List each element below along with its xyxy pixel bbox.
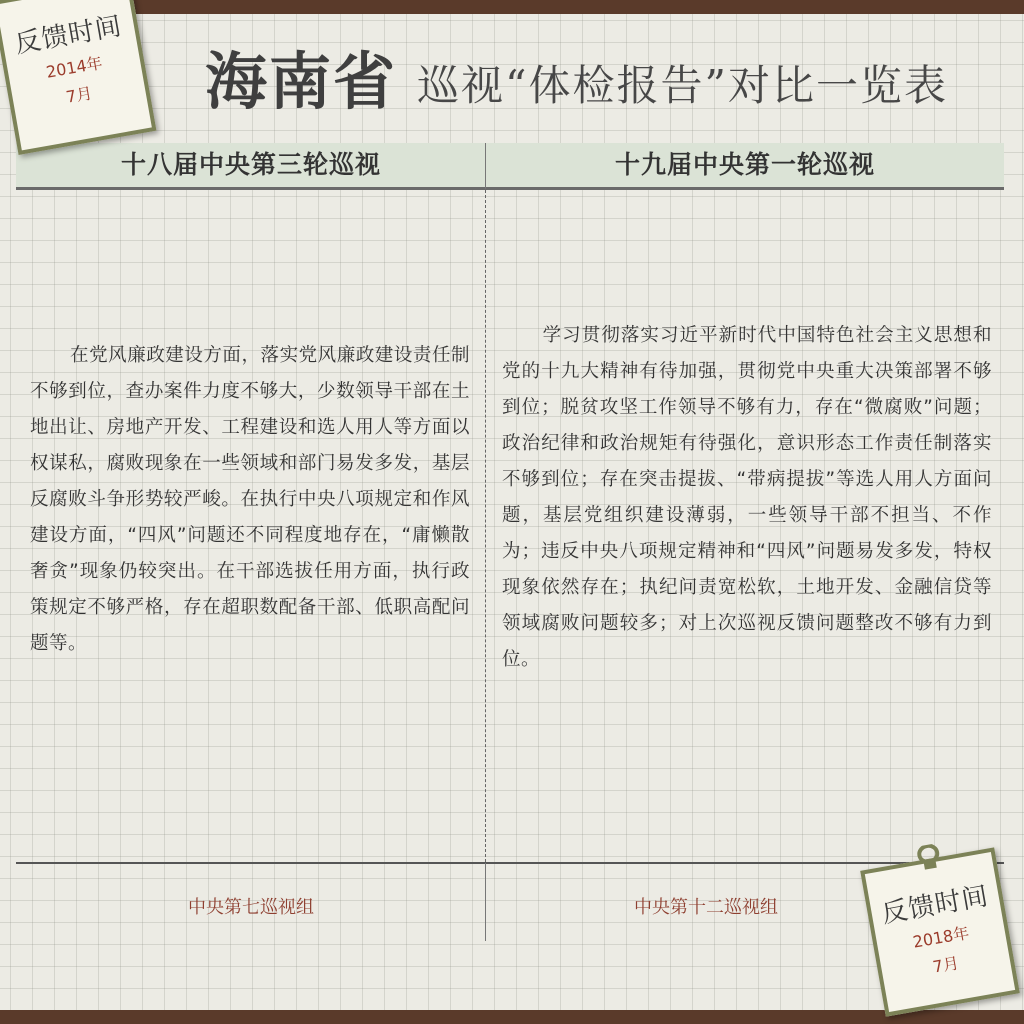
right-inspection-group: 中央第十二巡视组 bbox=[634, 897, 778, 918]
paper-clip-icon bbox=[913, 843, 945, 873]
left-column-text bbox=[30, 338, 470, 662]
right-column-body: 学习贯彻落实习近平新时代中国特色社会主义思想和党的十九大精神有待加强，贯彻党中央重大决策部署不够到位；脱贫攻坚工作领导不够有力，存在“微腐败”问题；政治纪律和政治规矩有待强化，意识形态工作责任制落实不够到位；存在突击提拔、“带病提拔”等选人用人方面问题，基层党组织建设薄弱，一些领导干部不担当、不作为；违反中央八项规定精神和“四风”问题易发多发，特权现象依然存在；执纪问责宽松软，土地开发、金融信贷等领域腐败问题较多；对上次巡视反馈问题整改不够有力到位。 bbox=[502, 325, 992, 670]
title-subtitle: 巡视“体检报告”对比一览表 bbox=[417, 61, 948, 110]
left-column-header: 十八届中央第三轮巡视 bbox=[120, 150, 381, 179]
tag-month: 7月 bbox=[64, 83, 94, 107]
header-divider bbox=[485, 143, 486, 189]
title-province: 海南省 bbox=[205, 45, 398, 118]
tag-year: 2014年 bbox=[44, 53, 104, 82]
tag-title: 反馈时间 bbox=[879, 881, 992, 930]
feedback-date-tag-2014 bbox=[0, 0, 156, 155]
tag-title: 反馈时间 bbox=[12, 11, 125, 60]
left-column-body: 在党风廉政建设方面，落实党风廉政建设责任制不够到位，查办案件力度不够大，少数领导干部在土地出让、房地产开发、工程建设和选人用人等方面以权谋私，腐败现象在一些领域和部门易发多发，基层反腐败斗争形势较严峻。在执行中央八项规定和作风建设方面，“四风”问题还不同程度地存在，“庸懒散奢贪”现象仍较突出。在干部选拔任用方面，执行政策规定不够严格，存在超职数配备干部、低职高配问题等。 bbox=[30, 345, 470, 654]
right-column-text bbox=[502, 318, 992, 678]
column-divider bbox=[485, 190, 486, 862]
page-title bbox=[205, 42, 985, 122]
tag-year: 2018年 bbox=[911, 923, 971, 952]
column-header-band bbox=[16, 143, 1004, 190]
left-inspection-group: 中央第七巡视组 bbox=[188, 897, 314, 918]
footer-rule bbox=[16, 862, 1004, 864]
right-column-header: 十九届中央第一轮巡视 bbox=[614, 150, 875, 179]
tag-month: 7月 bbox=[931, 953, 961, 977]
feedback-date-tag-2018 bbox=[860, 847, 1020, 1016]
